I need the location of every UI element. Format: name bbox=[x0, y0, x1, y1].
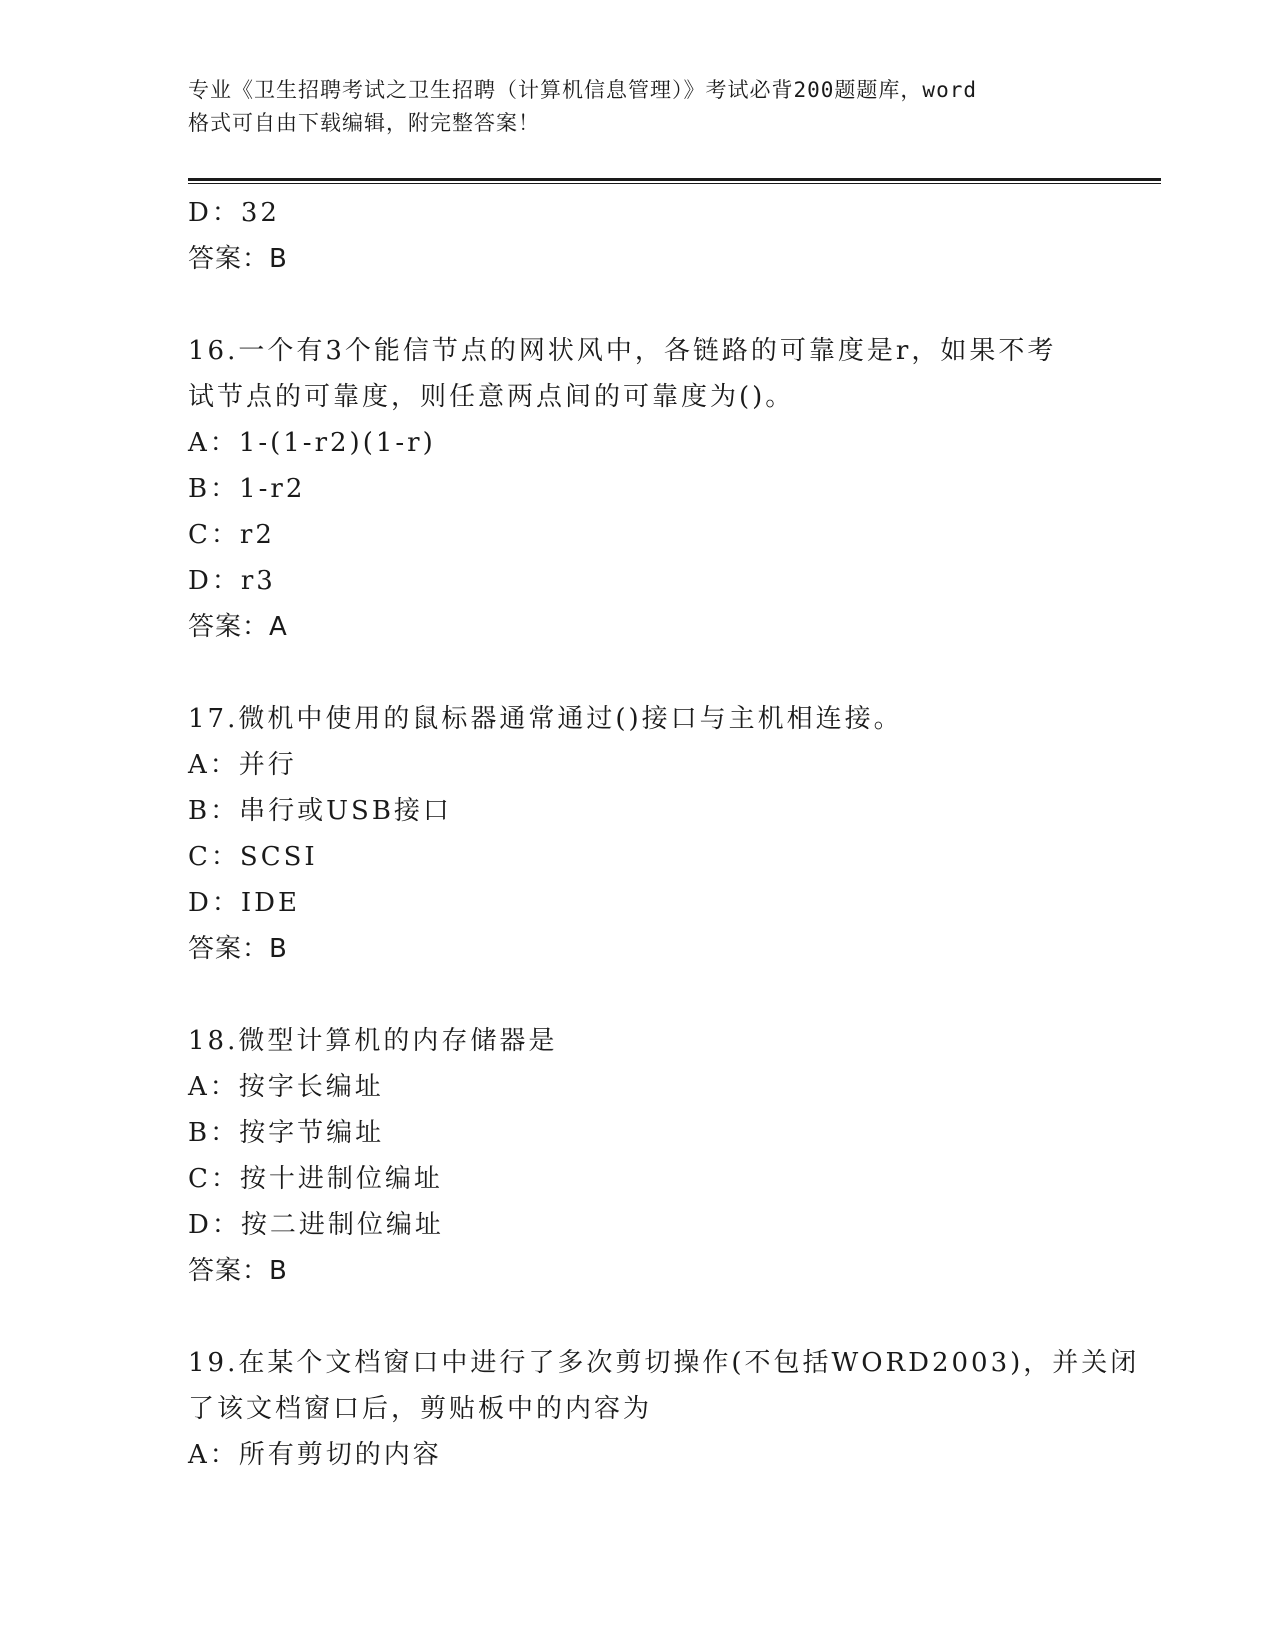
question-19-stem-line-1: 19.在某个文档窗口中进行了多次剪切操作(不包括WORD2003)，并关闭 bbox=[188, 1348, 1140, 1378]
question-17-option-b: B：串行或USB接口 bbox=[188, 796, 452, 826]
question-16-answer: 答案：A bbox=[188, 612, 288, 642]
question-18-answer: 答案：B bbox=[188, 1256, 288, 1286]
header-line-2: 格式可自由下载编辑，附完整答案！ bbox=[188, 111, 540, 135]
spacer bbox=[188, 1294, 1088, 1340]
question-18-option-c: C：按十进制位编址 bbox=[188, 1164, 443, 1194]
question-17-option-a: A：并行 bbox=[188, 750, 297, 780]
question-17-answer: 答案：B bbox=[188, 934, 288, 964]
question-19-option-a: A：所有剪切的内容 bbox=[188, 1440, 442, 1470]
spacer bbox=[188, 650, 1088, 696]
question-19 bbox=[188, 1340, 1140, 1478]
question-18-option-b: B：按字节编址 bbox=[188, 1118, 385, 1148]
spacer bbox=[188, 282, 1088, 328]
question-16-stem-line-2: 试节点的可靠度，则任意两点间的可靠度为()。 bbox=[188, 382, 795, 412]
document-header bbox=[188, 74, 1088, 140]
question-18-option-a: A：按字长编址 bbox=[188, 1072, 384, 1102]
prev-option-d: D：32 bbox=[188, 198, 280, 228]
question-18-option-d: D：按二进制位编址 bbox=[188, 1210, 444, 1240]
question-16-option-c: C：r2 bbox=[188, 520, 275, 550]
question-17-option-d: D：IDE bbox=[188, 888, 300, 918]
question-16 bbox=[188, 328, 1088, 650]
question-17-stem: 17.微机中使用的鼠标器通常通过()接口与主机相连接。 bbox=[188, 704, 903, 734]
question-16-option-a: A：1-(1-r2)(1-r) bbox=[188, 428, 436, 458]
header-line-1: 专业《卫生招聘考试之卫生招聘（计算机信息管理）》考试必背200题题库，word bbox=[188, 78, 977, 102]
prev-answer: 答案：B bbox=[188, 244, 288, 274]
question-19-stem-line-2: 了该文档窗口后，剪贴板中的内容为 bbox=[188, 1394, 653, 1424]
question-17 bbox=[188, 696, 1088, 972]
question-16-option-b: B：1-r2 bbox=[188, 474, 306, 504]
question-18 bbox=[188, 1018, 1088, 1294]
question-18-stem: 18.微型计算机的内存储器是 bbox=[188, 1026, 558, 1056]
question-16-option-d: D：r3 bbox=[188, 566, 276, 596]
question-list bbox=[188, 190, 1140, 1478]
header-divider-thin bbox=[188, 183, 1161, 184]
header-divider-thick bbox=[188, 178, 1161, 181]
question-17-option-c: C：SCSI bbox=[188, 842, 318, 872]
question-16-stem-line-1: 16.一个有3个能信节点的网状风中，各链路的可靠度是r，如果不考 bbox=[188, 336, 1057, 366]
spacer bbox=[188, 972, 1088, 1018]
